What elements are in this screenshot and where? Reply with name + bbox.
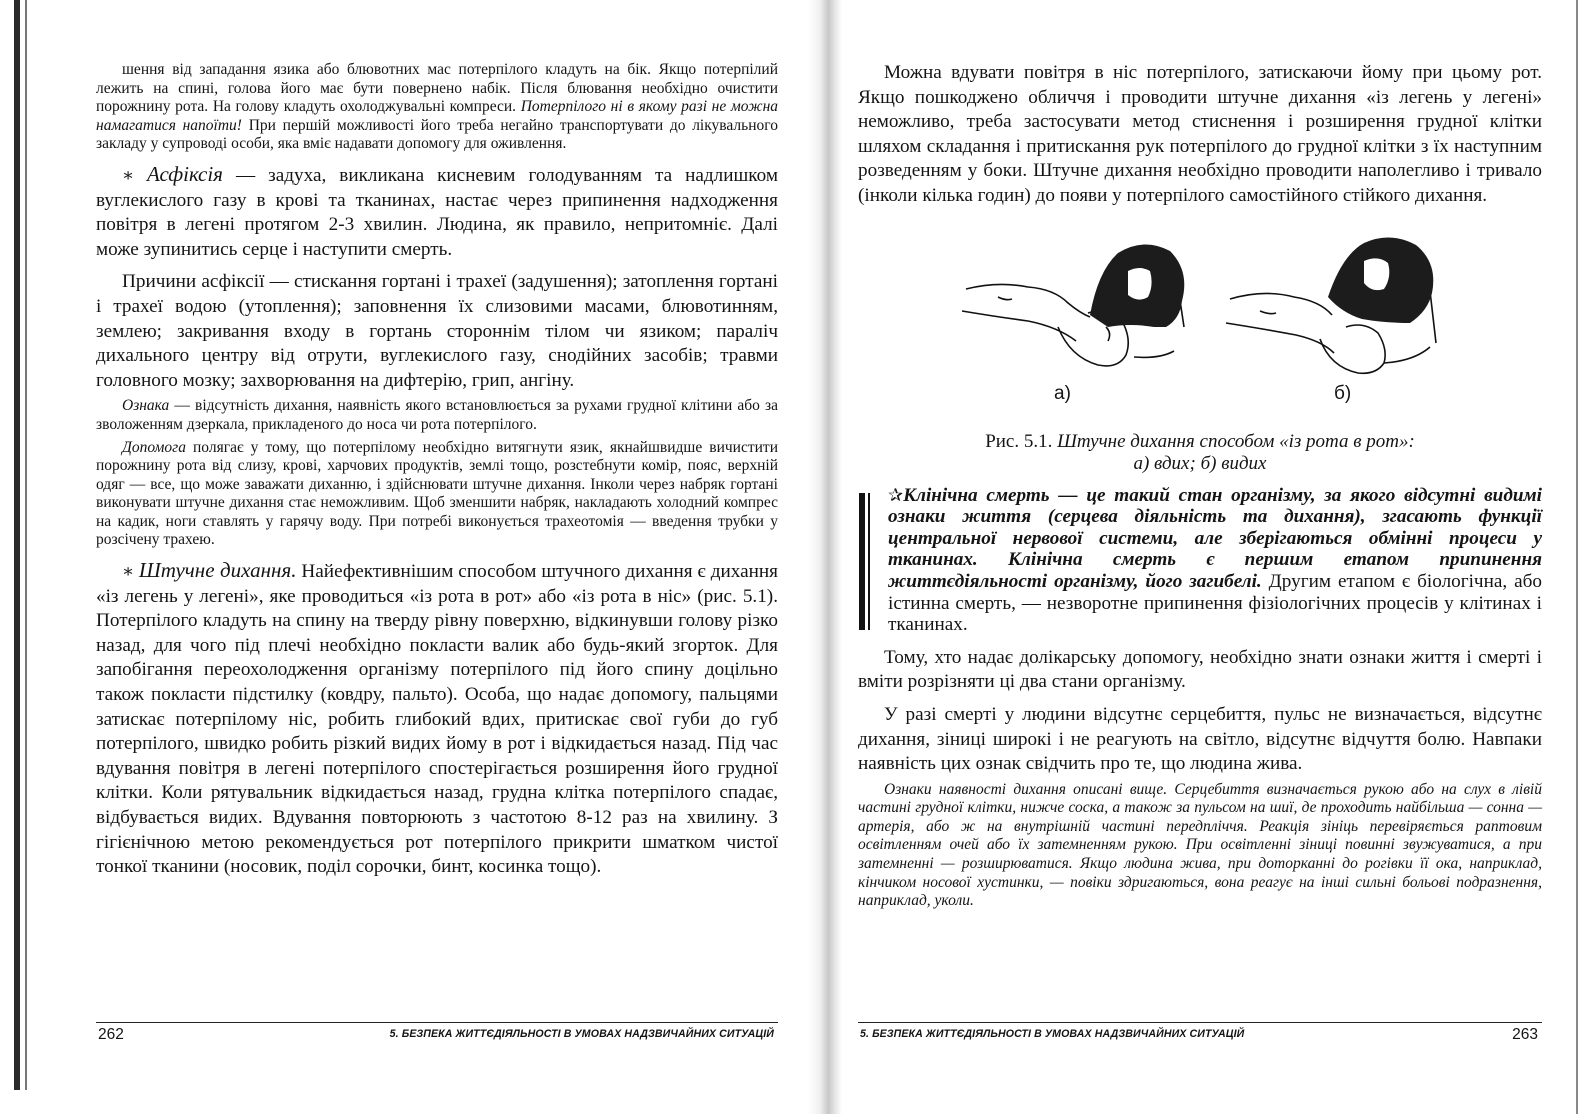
figure-label-a: а) — [1054, 382, 1071, 404]
right-paragraph — [858, 703, 1542, 777]
left-page-body — [96, 61, 778, 880]
left-text-span: ∗ — [122, 561, 139, 582]
left-text-span: шення від западання язика або блювотних мас потерпілого кладуть на бік. Якщо потерпілий лежить на спині, голова його має бути повернено набік. Після блювання необхідно очистити порожнину рота. На голову кладуть охолоджувальні компреси. — [96, 61, 778, 116]
star-icon: ✰ — [888, 484, 904, 505]
left-text-span: полягає у тому, що потерпілому необхідно витягнути язик, якнайшвидше вичистити порожнину рота від слизу, крові, харчових продуктів, землі тощо, розстебнути комір, пояс, верхній одяг — все, що може заважати диханню, і здійснювати штучне дихання. Інколи через набряк гортані виконувати штучне дихання стає неможливим. Щоб зменшити набряк, накладають холодний компрес на кадик, ноги ставлять у гарячу воду. При потребі виконується трахеотомія — введення трубки у розсічену трахею. — [96, 438, 778, 549]
box-bar-thin — [868, 493, 870, 630]
caption-title: Штучне дихання способом «із рота в рот»: — [1057, 430, 1415, 452]
right-text-span: У разі смерті у людини відсутнє серцебиття, пульс не визначається, відсутнє дихання, зіниці широкі і не реагують на світло, відсутнє відчуття болю. Навпаки наявність цих ознак свідчить про те, що людина жива. — [858, 703, 1542, 775]
page-number-right: 263 — [1512, 1026, 1538, 1043]
scan-edge-right — [1576, 0, 1578, 1114]
right-intro-paragraph: Можна вдувати повітря в ніс потерпілого, затискаючи йому при цьому рот. Якщо пошкоджено обличчя і проводити штучне дихання «із легень у легені» неможливо, треба застосувати метод стиснення і розширення грудної клітки шляхом складання і притискання рук потерпілого до грудної клітки з їх наступним розведенням у боки. Штучне дихання необхідно проводити наполегливо і тривало (інколи кілька годин) до появи у потерпілого самостійного стійкого дихання. — [858, 62, 1542, 206]
clinical-death-definition: Клінічна смерть — це такий стан організму, за якого відсутні видимі ознаки життя (серцева діяльність та дихання), згасають функції центральної нервової системи, але зберігаються обмінні процеси у тканинах. Клінічна смерть є першим етапом припинення життєдіяльності організму, його загибелі. — [888, 484, 1542, 592]
scan-edge-left — [14, 0, 20, 1090]
left-text-span: Ознака — [122, 397, 170, 415]
clinical-death-box — [858, 485, 1542, 636]
right-text-span: Тому, хто надає долікарську допомогу, необхідно знати ознаки життя і смерті і вміти розрізняти ці два стани організму. — [858, 646, 1542, 693]
right-paragraph — [858, 781, 1542, 911]
left-text-span: Штучне дихання. — [138, 558, 297, 583]
caption-prefix: Рис. 5.1. — [985, 430, 1058, 452]
right-paragraph — [858, 646, 1542, 695]
cpr-exhale-illustration — [1224, 231, 1446, 379]
right-page-footer — [858, 1022, 1542, 1047]
left-paragraph — [96, 397, 778, 434]
right-page-paragraphs — [858, 646, 1542, 911]
left-paragraph — [96, 162, 778, 262]
left-page — [96, 0, 778, 1114]
left-text-span: Причини асфіксії — стискання гортані і трахеї (задушення); затоплення гортані і трахеї водою (утоплення); заповнення їх слизовими масами, блювотинням, землею; закривання входу в гортань стороннім тілом чи язиком; параліч дихального центру від отрути, вуглекислого газу, снодійних засобів; травми головного мозку; захворювання на дифтерію, грип, ангіну. — [96, 271, 778, 391]
left-paragraph — [96, 270, 778, 393]
left-text-span: Найефективнішим способом штучного дихання є дихання «із легень у легені», яке проводиться «із рота в рот» або «із рота в ніс» (рис. 5.1). Потерпілого кладуть на спину на тверду рівну поверхню, відкинувши голову різко назад, для чого під плечі необхідно покласти валик або будь-який згорток. Для запобігання переохолодження організму потерпілого під його спину доцільно також покласти підстилку (ковдру, пальто). Особа, що надає допомогу, пальцями затискає потерпілому ніс, робить глибокий вдих, притискає свої губи до губ потерпілого, швидко робить різкий видих йому в рот і відкидається назад. Під час вдування повітря в легені потерпілого спостерігається розширення його грудної клітки. Коли рятувальник відкидається назад, грудна клітка потерпілого спадає, відбувається видих. Вдування повторюють з частотою 8-12 раз на хвилину. З гігієнічною метою рекомендується рот потерпілого прикрити шматком чистої тонкої тканини (носовик, поділ сорочки, бинт, косинка тощо). — [96, 561, 778, 878]
caption-line-2: а) вдих; б) видих — [1133, 452, 1267, 474]
figure-5-1 — [858, 227, 1542, 474]
book-gutter-shadow — [808, 0, 842, 1114]
clinical-death-text — [888, 485, 1542, 636]
left-text-span: Асфіксія — [146, 161, 223, 186]
left-text-span: ∗ — [122, 164, 147, 185]
scan-edge-left-inner — [25, 0, 27, 1090]
left-text-span: — відсутність дихання, наявність якого встановлюється за рухами грудної клітини або за зволоженням дзеркала, прикладеного до носа чи рота потерпілого. — [96, 397, 778, 433]
right-page — [858, 0, 1542, 1114]
left-text-span: — задуха, викликана кисневим голодуванням та надлишком вуглекислого газу в крові та тканинах, настає через припинення надходження повітря в легені протягом 2-3 хвилин. Людина, як правило, непритомніє. Далі може зупинитись серце і наступити смерть. — [96, 164, 779, 260]
left-page-footer — [96, 1022, 778, 1047]
right-page-body — [858, 61, 1542, 911]
left-text-span: При першій можливості його треба негайно транспортувати до лікувального закладу у супроводі особи, яка вміє надавати допомогу для оживлення. — [96, 116, 778, 153]
box-bar — [859, 493, 865, 630]
left-text-span: Потерпілого ні в якому разі не можна намагатися напоїти! — [96, 98, 779, 134]
running-head-left: 5. БЕЗПЕКА ЖИТТЄДІЯЛЬНОСТІ В УМОВАХ НАДЗВИЧАЙНИХ СИТУАЦІЙ — [389, 1028, 774, 1040]
left-paragraph — [96, 439, 778, 551]
running-head-right: 5. БЕЗПЕКА ЖИТТЄДІЯЛЬНОСТІ В УМОВАХ НАДЗВИЧАЙНИХ СИТУАЦІЙ — [860, 1028, 1245, 1040]
biological-death-text: Другим етапом є біологічна, або істинна смерть, — незворотне припинення фізіологічних процесів у клітинах і тканинах. — [888, 570, 1542, 636]
left-text-span: Допомога — [122, 438, 186, 456]
cpr-inhale-illustration — [958, 231, 1192, 379]
left-paragraph — [96, 61, 778, 154]
right-text-span: Ознаки наявності дихання описані вище. Серцебиття визначається рукою або на слух в лівій частині грудної клітки, нижче соска, а також за пульсом на шиї, де проходить найбільша — сонна — артерія, або ж на внутрішній частині передпліччя. Реакція зініць перевіряється раптовим освітленням очей або їх затемненням рукою. При освітленні зіниці повинні звужуватися, а при затемненні — розширюватися. Якщо людина жива, при доторканні до рогівки її ока, наприклад, кінчиком носової хустинки, — повіки здригаються, вона реагує на інші сильні больові подразнення, наприклад, уколи. — [858, 780, 1542, 910]
left-paragraph — [96, 558, 778, 880]
figure-label-b: б) — [1334, 382, 1352, 404]
page-number-left: 262 — [98, 1026, 124, 1043]
figure-caption — [858, 431, 1542, 475]
